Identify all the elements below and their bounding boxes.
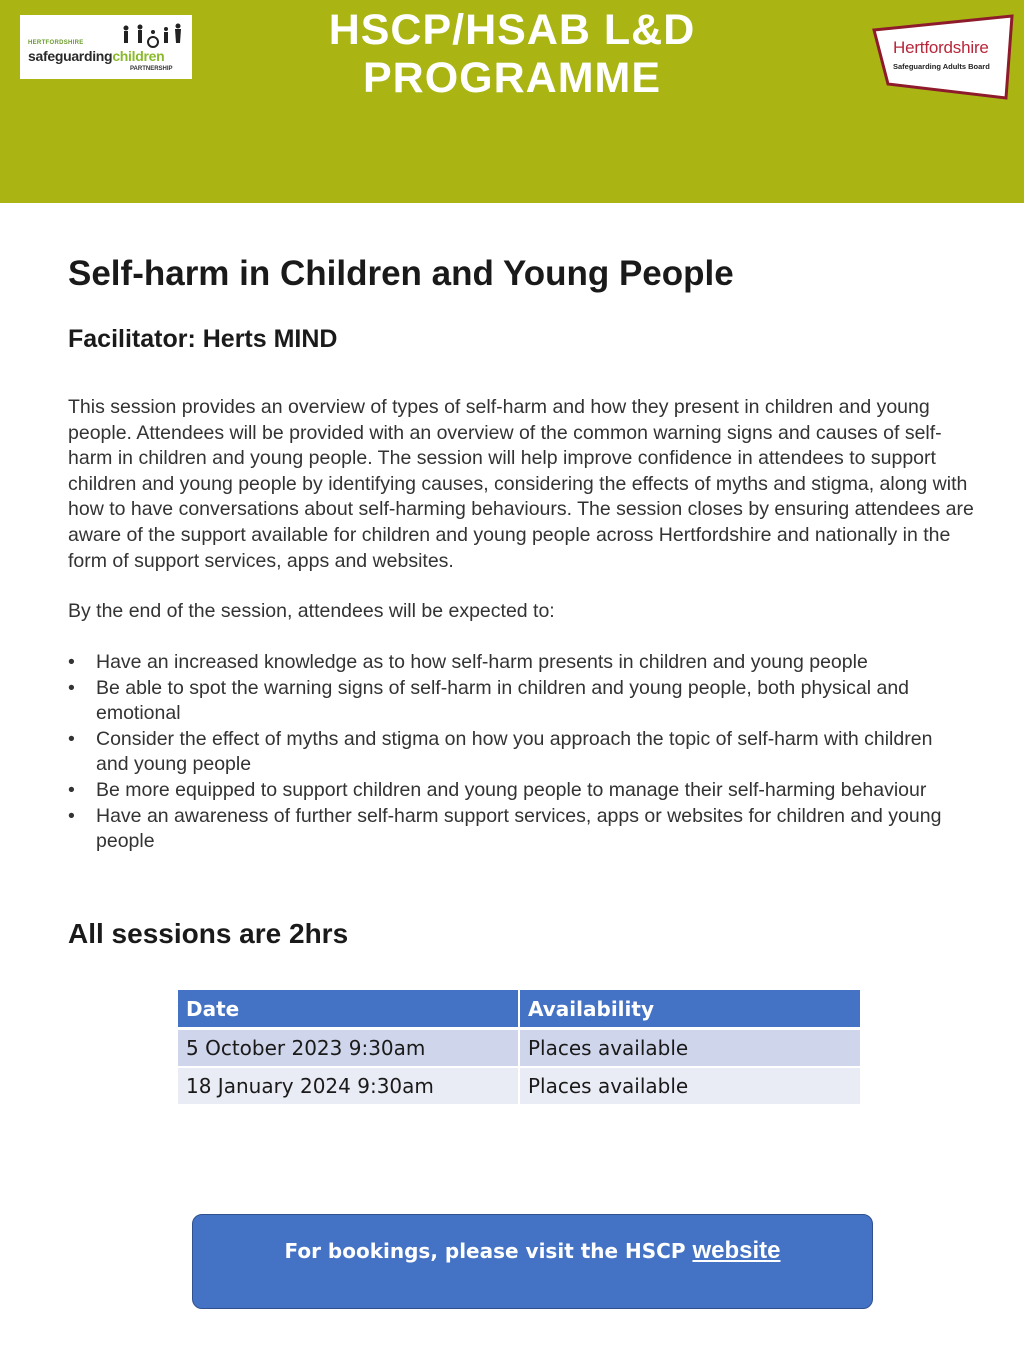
course-description: This session provides an overview of types of self-harm and how they present in children and young people. Attendees will be provided with an overview of the common warning signs and causes of self-harm in children and young people. The session will help improve confidence in attendees to support children and young people by identifying causes, considering the effects of myths and stigma, along with how to have conversations about self-harming behaviours. The session closes by ensuring attendees are aware of the support available for children and young people across Hertfordshire and nationally in the form of support services, apps and websites. xyxy=(68,396,974,572)
booking-text-line xyxy=(193,1237,872,1265)
outcome-item: • Be more equipped to support children and young people to manage their self-harming behaviour xyxy=(68,778,968,804)
column-header-date: Date xyxy=(178,990,520,1030)
sessions-note: All sessions are 2hrs xyxy=(68,918,349,949)
table-header-row xyxy=(178,990,860,1030)
facilitator: Facilitator: Herts MIND xyxy=(68,325,338,353)
hsab-logo xyxy=(866,14,1016,104)
hsab-logo-name: Hertfordshire xyxy=(893,38,989,57)
session-availability: Places available xyxy=(520,1030,860,1068)
outcome-item: • Have an awareness of further self-harm support services, apps or websites for children and young people xyxy=(68,804,942,853)
bullet-icon: • xyxy=(68,727,75,750)
bullet-icon: • xyxy=(68,651,75,673)
column-header-availability: Availability xyxy=(520,990,860,1030)
title-line-2: PROGRAMME xyxy=(362,54,662,102)
outcome-item: • Have an increased knowledge as to how self-harm presents in children and young people xyxy=(68,650,968,676)
page-title xyxy=(262,6,762,102)
session-availability: Places available xyxy=(520,1068,860,1106)
table-row xyxy=(178,1068,860,1106)
session-date: 18 January 2024 9:30am xyxy=(178,1068,520,1106)
hscp-logo xyxy=(20,15,192,79)
bullet-icon: • xyxy=(68,804,75,827)
booking-box xyxy=(192,1214,873,1309)
session-date: 5 October 2023 9:30am xyxy=(178,1030,520,1068)
outcomes-list xyxy=(68,650,968,855)
website-link[interactable]: website xyxy=(692,1237,781,1264)
outcomes-intro: By the end of the session, attendees will be expected to: xyxy=(68,600,555,622)
logo-main-text: safeguardingchildren xyxy=(28,48,165,64)
outcome-item: • Consider the effect of myths and stigma on how you approach the topic of self-harm with children and young people xyxy=(68,727,933,776)
header-banner xyxy=(0,0,1024,203)
title-line-1: HSCP/HSAB L&D xyxy=(328,6,696,54)
bullet-icon: • xyxy=(68,778,75,801)
bullet-icon: • xyxy=(68,676,75,699)
outcome-item: • Be able to spot the warning signs of self-harm in children and young people, both physical and emotional xyxy=(68,676,910,725)
hsab-logo-sub: Safeguarding Adults Board xyxy=(893,62,990,71)
booking-text: For bookings, please visit the HSCP xyxy=(284,1239,693,1263)
logo-small-text: HERTFORDSHIRE xyxy=(28,40,84,46)
table-row xyxy=(178,1030,860,1068)
session-dates-table xyxy=(178,990,860,1106)
course-title: Self-harm in Children and Young People xyxy=(68,254,734,293)
logo-sub-text: PARTNERSHIP xyxy=(130,66,173,72)
figures-icon xyxy=(120,23,184,49)
